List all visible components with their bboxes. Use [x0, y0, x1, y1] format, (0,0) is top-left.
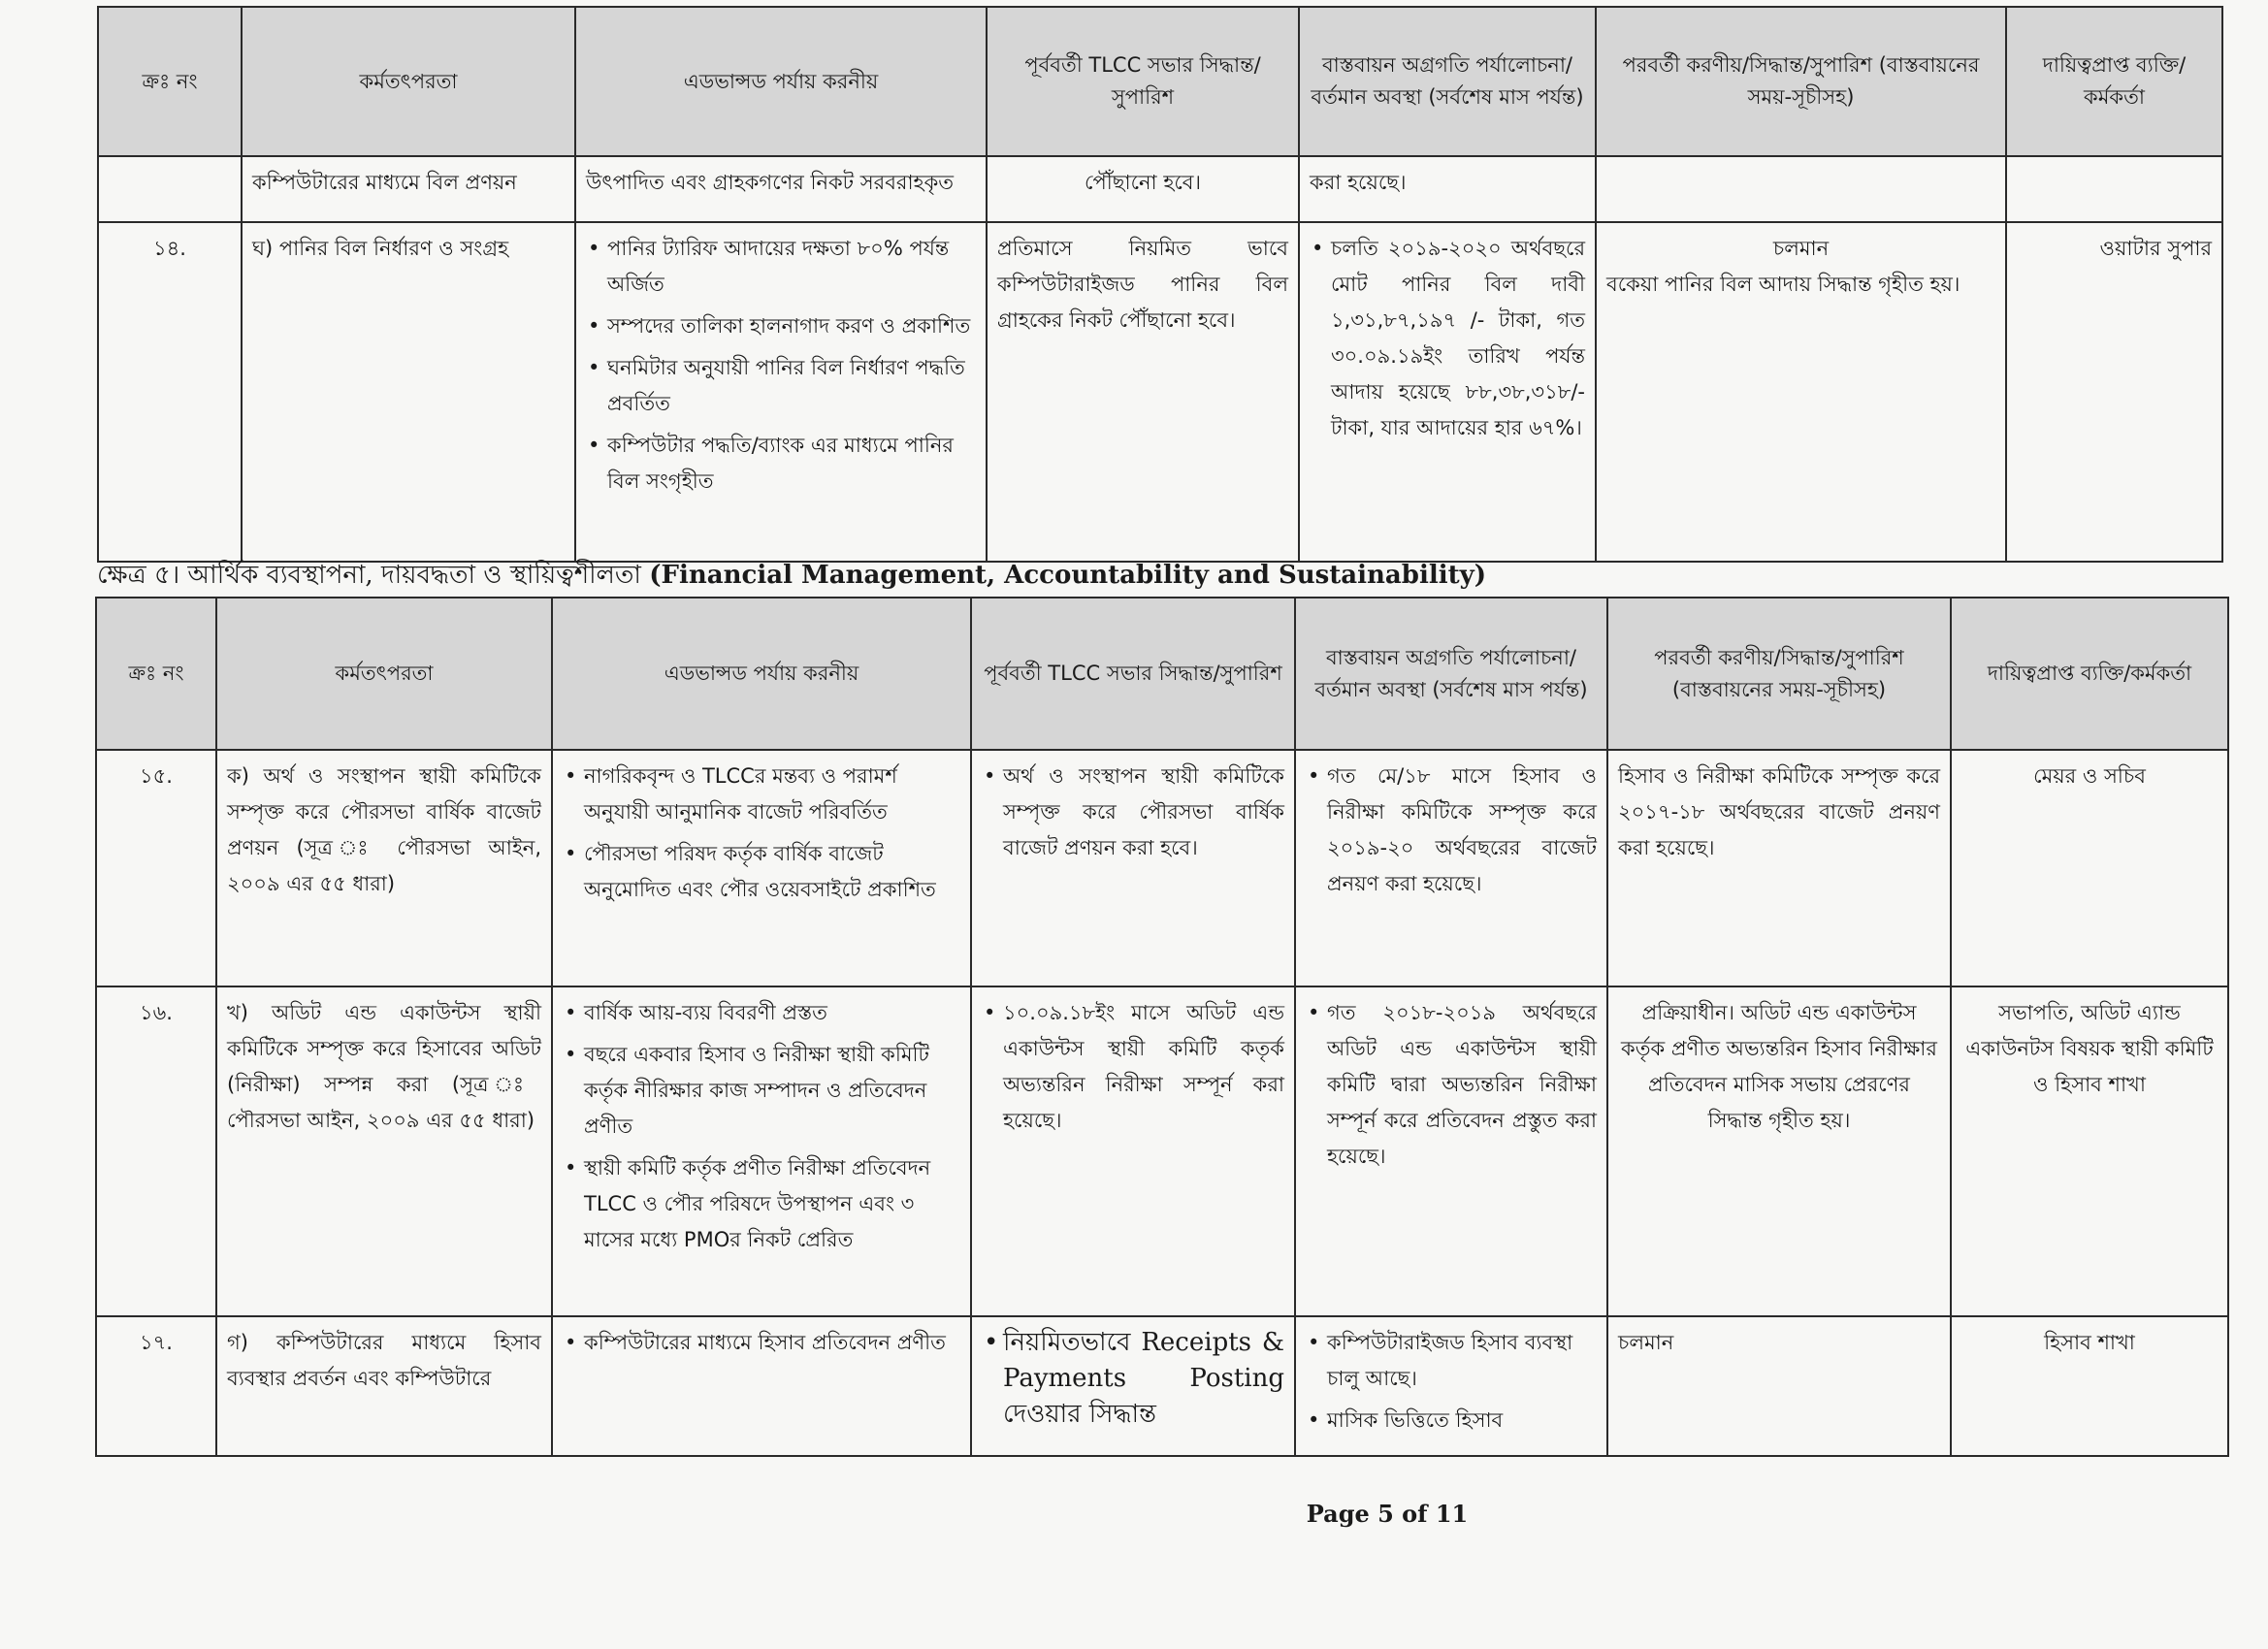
- list-item: • অর্থ ও সংস্থাপন স্থায়ী কমিটিকে সম্পৃক্ত করে পৌরসভা বার্ষিক বাজেট প্রণয়ন করা হবে।: [1003, 759, 1284, 866]
- section-5-heading: [97, 555, 2231, 596]
- cell-progress: [1295, 750, 1607, 986]
- header-responsible: দায়িত্বপ্রাপ্ত ব্যক্তি/কর্মকর্তা: [2006, 7, 2222, 156]
- advanced-list: [563, 759, 960, 908]
- header-responsible: দায়িত্বপ্রাপ্ত ব্যক্তি/কর্মকর্তা: [1951, 598, 2228, 750]
- header-serial: ক্রঃ নং: [96, 598, 216, 750]
- section-label: ক্ষেত্র ৫। আর্থিক ব্যবস্থাপনা, দায়বদ্ধতা ও স্থায়িত্বশীলতা: [97, 561, 641, 590]
- header-prev-tlcc: পূর্ববর্তী TLCC সভার সিদ্ধান্ত/সুপারিশ: [971, 598, 1295, 750]
- list-item: • চলতি ২০১৯-২০২০ অর্থবছরে মোট পানির বিল দাবী ১,৩১,৮৭,১৯৭ /- টাকা, গত ৩০.০৯.১৯ইং তারিখ পর্যন্ত আদায় হয়েছে ৮৮,৩৮,৩১৮/-টাকা, যার আদায়ের হার ৬৭%।: [1331, 231, 1585, 446]
- list-item: • ১০.০৯.১৮ইং মাসে অডিট এন্ড একাউন্টস স্থায়ী কমিটি কতৃর্ক অভ্যন্তরিন নিরীক্ষা সম্পূর্ন করা হয়েছে।: [1003, 995, 1284, 1139]
- cell-activity: ক) অর্থ ও সংস্থাপন স্থায়ী কমিটিকে সম্পৃক্ত করে পৌরসভা বার্ষিক বাজেট প্রণয়ন (সূত্র ঃ পৌরসভা আইন, ২০০৯ এর ৫৫ ধারা): [216, 750, 552, 986]
- list-item: • বছরে একবার হিসাব ও নিরীক্ষা স্থায়ী কমিটি কর্তৃক নীরিক্ষার কাজ সম্পাদন ও প্রতিবেদন প্রণীত: [584, 1037, 960, 1145]
- cell-next: হিসাব ও নিরীক্ষা কমিটিকে সম্পৃক্ত করে ২০১৭-১৮ অর্থবছরের বাজেট প্রনয়ণ করা হয়েছে।: [1607, 750, 1951, 986]
- header-activity: কর্মতৎপরতা: [242, 7, 575, 156]
- cell-responsible: [2006, 156, 2222, 222]
- table-row-continued: [98, 156, 2222, 222]
- list-item: • ঘনমিটার অনুযায়ী পানির বিল নির্ধারণ পদ্ধতি প্রবর্তিত: [607, 350, 976, 422]
- prev-list: [982, 759, 1284, 866]
- advanced-list: [586, 231, 976, 500]
- cell-activity: কম্পিউটারের মাধ্যমে বিল প্রণয়ন: [242, 156, 575, 222]
- header-serial: ক্রঃ নং: [98, 7, 242, 156]
- cell-responsible: সভাপতি, অডিট এ্যান্ড একাউনটস বিষয়ক স্থায়ী কমিটি ও হিসাব শাখা: [1951, 986, 2228, 1316]
- advanced-list: [563, 995, 960, 1258]
- header-progress: বাস্তবায়ন অগ্রগতি পর্যালোচনা/ বর্তমান অবস্থা (সর্বশেষ মাস পর্যন্ত): [1295, 598, 1607, 750]
- table-row-14: [98, 222, 2222, 562]
- list-item: • কম্পিউটার পদ্ধতি/ব্যাংক এর মাধ্যমে পানির বিল সংগৃহীত: [607, 428, 976, 500]
- cell-advanced: [552, 750, 971, 986]
- cell-prev-tlcc: [971, 750, 1295, 986]
- header-advanced: এডভান্সড পর্যায় করনীয়: [575, 7, 987, 156]
- next-text: বকেয়া পানির বিল আদায় সিদ্ধান্ত গৃহীত হয়।: [1606, 273, 1960, 296]
- cell-next: প্রক্রিয়াধীন। অডিট এন্ড একাউন্টস কর্তৃক প্রণীত অভ্যন্তরিন হিসাব নিরীক্ষার প্রতিবেদন মাসিক সভায় প্রেরণের সিদ্ধান্ত গৃহীত হয়।: [1607, 986, 1951, 1316]
- cell-serial: ১৫.: [96, 750, 216, 986]
- table-header-row: [98, 7, 2222, 156]
- list-item: • স্থায়ী কমিটি কর্তৃক প্রণীত নিরীক্ষা প্রতিবেদন TLCC ও পৌর পরিষদে উপস্থাপন এবং ৩ মাসের মধ্যে PMOর নিকট প্রেরিত: [584, 1150, 960, 1258]
- advanced-list: [563, 1325, 960, 1361]
- progress-list: [1306, 759, 1597, 902]
- table-header-row: [96, 598, 2228, 750]
- cell-next: [1596, 222, 2006, 562]
- cell-advanced: উৎপাদিত এবং গ্রাহকগণের নিকট সরবরাহকৃত: [575, 156, 987, 222]
- cell-activity: গ) কম্পিউটারের মাধ্যমে হিসাব ব্যবস্থার প্রবর্তন এবং কম্পিউটারে: [216, 1316, 552, 1456]
- cell-next: [1596, 156, 2006, 222]
- list-item: • কম্পিউটারাইজড হিসাব ব্যবস্থা চালু আছে।: [1327, 1325, 1597, 1397]
- cell-next: চলমান: [1607, 1316, 1951, 1456]
- cell-activity: ঘ) পানির বিল নির্ধারণ ও সংগ্রহ: [242, 222, 575, 562]
- list-item: • বার্ষিক আয়-ব্যয় বিবরণী প্রস্তত: [584, 995, 960, 1031]
- progress-list: [1306, 1325, 1597, 1439]
- cell-advanced: [575, 222, 987, 562]
- table-row-16: [96, 986, 2228, 1316]
- header-progress: বাস্তবায়ন অগ্রগতি পর্যালোচনা/ বর্তমান অবস্থা (সর্বশেষ মাস পর্যন্ত): [1299, 7, 1596, 156]
- cell-prev-tlcc: পৌঁছানো হবে।: [987, 156, 1299, 222]
- section-english-title: (Financial Management, Accountability and Sustainability): [649, 561, 1486, 590]
- cell-prev-tlcc: [971, 1316, 1295, 1456]
- cell-advanced: [552, 1316, 971, 1456]
- progress-list: [1310, 231, 1585, 446]
- list-item: • সম্পদের তালিকা হালনাগাদ করণ ও প্রকাশিত: [607, 308, 976, 344]
- list-item: • পৌরসভা পরিষদ কর্তৃক বার্ষিক বাজেট অনুমোদিত এবং পৌর ওয়েবসাইটে প্রকাশিত: [584, 836, 960, 908]
- cell-activity: খ) অডিট এন্ড একাউন্টস স্থায়ী কমিটিকে সম্পৃক্ত করে হিসাবের অডিট (নিরীক্ষা) সম্পন্ন করা (সূত্র ঃ পৌরসভা আইন, ২০০৯ এর ৫৫ ধারা): [216, 986, 552, 1316]
- cell-responsible: ওয়াটার সুপার: [2006, 222, 2222, 562]
- header-activity: কর্মতৎপরতা: [216, 598, 552, 750]
- cell-prev-tlcc: [971, 986, 1295, 1316]
- table-row-15: [96, 750, 2228, 986]
- list-item: • গত ২০১৮-২০১৯ অর্থবছরে অডিট এন্ড একাউন্টস স্থায়ী কমিটি দ্বারা অভ্যন্তরিন নিরীক্ষা সম্পূর্ন করে প্রতিবেদন প্রস্তুত করা হয়েছে।: [1327, 995, 1597, 1175]
- list-item: • মাসিক ভিত্তিতে হিসাব: [1327, 1403, 1597, 1439]
- cell-advanced: [552, 986, 971, 1316]
- page-number: Page 5 of 11: [1306, 1500, 1469, 1528]
- header-next: পরবর্তী করণীয়/সিদ্ধান্ত/সুপারিশ (বাস্তবায়নের সময়-সূচীসহ): [1607, 598, 1951, 750]
- header-prev-tlcc: পূর্ববর্তী TLCC সভার সিদ্ধান্ত/সুপারিশ: [987, 7, 1299, 156]
- status-text: চলমান: [1772, 237, 1830, 260]
- progress-list: [1306, 995, 1597, 1175]
- cell-serial: [98, 156, 242, 222]
- list-item: • কম্পিউটারের মাধ্যমে হিসাব প্রতিবেদন প্রণীত: [584, 1325, 960, 1361]
- list-item: • পানির ট্যারিফ আদায়ের দক্ষতা ৮০% পর্যন্ত অর্জিত: [607, 231, 976, 303]
- prev-list: [982, 1325, 1284, 1433]
- cell-responsible: হিসাব শাখা: [1951, 1316, 2228, 1456]
- cell-progress: [1295, 986, 1607, 1316]
- cell-prev-tlcc: প্রতিমাসে নিয়মিত ভাবে কম্পিউটারাইজড পানির বিল গ্রাহকের নিকট পৌঁছানো হবে।: [987, 222, 1299, 562]
- cell-serial: ১৪.: [98, 222, 242, 562]
- cell-serial: ১৬.: [96, 986, 216, 1316]
- table-sector5: [95, 597, 2229, 1457]
- table-row-17: [96, 1316, 2228, 1456]
- list-item: • নিয়মিতভাবে Receipts & Payments Posting দেওয়ার সিদ্ধান্ত: [1003, 1325, 1284, 1433]
- cell-progress: [1295, 1316, 1607, 1456]
- cell-progress: করা হয়েছে।: [1299, 156, 1596, 222]
- prev-list: [982, 995, 1284, 1139]
- cell-serial: ১৭.: [96, 1316, 216, 1456]
- header-next: পরবর্তী করণীয়/সিদ্ধান্ত/সুপারিশ (বাস্তবায়নের সময়-সূচীসহ): [1596, 7, 2006, 156]
- list-item: • গত মে/১৮ মাসে হিসাব ও নিরীক্ষা কমিটিকে সম্পৃক্ত করে ২০১৯-২০ অর্থবছরের বাজেট প্রনয়ণ করা হয়েছে।: [1327, 759, 1597, 902]
- cell-progress: [1299, 222, 1596, 562]
- header-advanced: এডভান্সড পর্যায় করনীয়: [552, 598, 971, 750]
- cell-responsible: মেয়র ও সচিব: [1951, 750, 2228, 986]
- list-item: • নাগরিকবৃন্দ ও TLCCর মন্তব্য ও পরামর্শ অনুযায়ী আনুমানিক বাজেট পরিবর্তিত: [584, 759, 960, 830]
- table-sector4: [97, 6, 2223, 563]
